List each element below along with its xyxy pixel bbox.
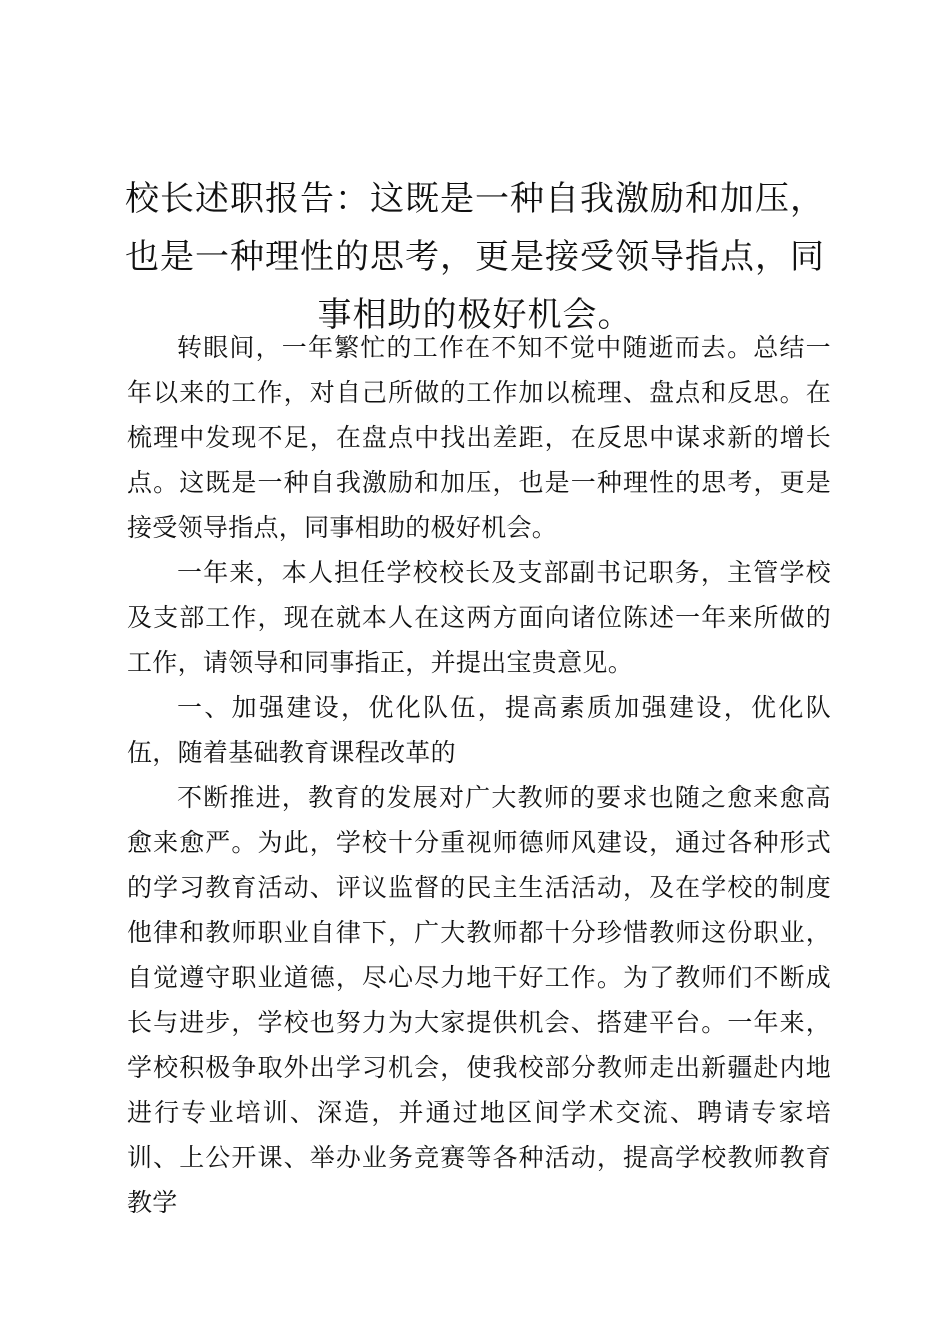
- paragraph: 一年来，本人担任学校校长及支部副书记职务，主管学校及支部工作，现在就本人在这两方面向诸位陈述一年来所做的工作，请领导和同事指正，并提出宝贵意见。: [127, 558, 831, 677]
- paragraph: 转眼间，一年繁忙的工作在不知不觉中随逝而去。总结一年以来的工作，对自己所做的工作加以梳理、盘点和反思。在梳理中发现不足，在盘点中找出差距，在反思中谋求新的增长点。这既是一种自我激励和加压，也是一种理性的思考，更是接受领导指点，同事相助的极好机会。: [127, 333, 831, 542]
- document-title: 校长述职报告：这既是一种自我激励和加压，也是一种理性的思考，更是接受领导指点，同事相助的极好机会。: [125, 179, 825, 335]
- document-body: [127, 325, 831, 1225]
- paragraph: 不断推进，教育的发展对广大教师的要求也随之愈来愈高愈来愈严。为此，学校十分重视师德师风建设，通过各种形式的学习教育活动、评议监督的民主生活活动，及在学校的制度他律和教师职业自律下，广大教师都十分珍惜教师这份职业，自觉遵守职业道德，尽心尽力地干好工作。为了教师们不断成长与进步，学校也努力为大家提供机会、搭建平台。一年来，学校积极争取外出学习机会，使我校部分教师走出新疆赴内地进行专业培训、深造，并通过地区间学术交流、聘请专家培训、上公开课、举办业务竞赛等各种活动，提高学校教师教育教学: [127, 783, 831, 1217]
- paragraph: 一、加强建设，优化队伍，提高素质加强建设，优化队伍，随着基础教育课程改革的: [127, 693, 831, 767]
